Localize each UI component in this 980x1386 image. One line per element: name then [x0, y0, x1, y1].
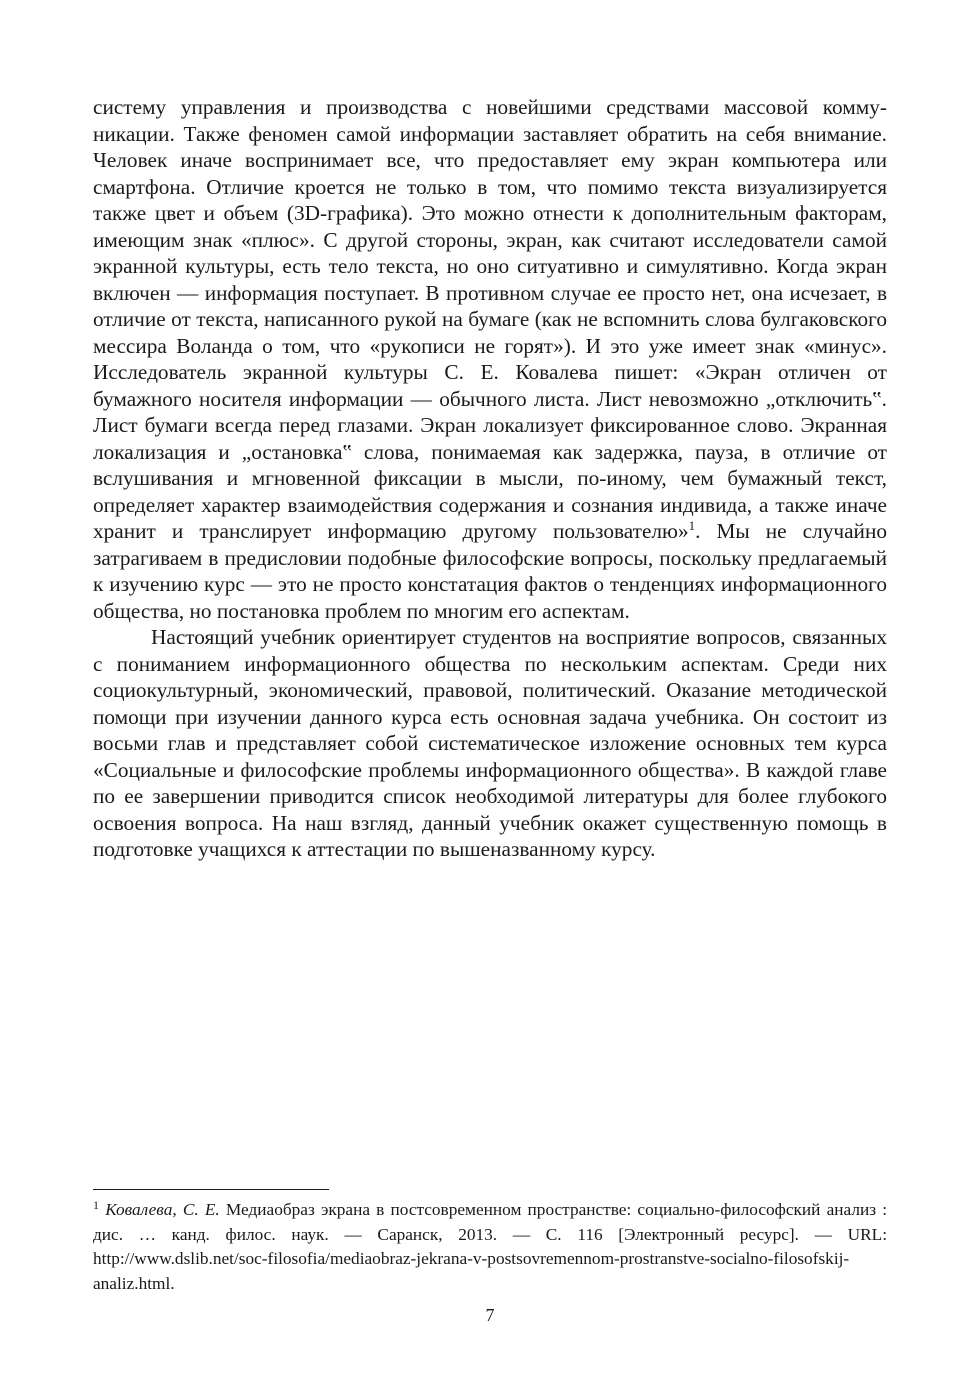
footnote-author: Ковалева, С. Е.	[105, 1200, 220, 1219]
body-text	[93, 94, 887, 863]
footnote-separator	[93, 1189, 329, 1190]
footnote-text: Медиаобраз экрана в постсовременном пространстве: социально-философский анализ : дис. … канд. филос. наук. — Саранск, 2013. — С. 116 [Электронный ресурс]. — URL: http://www.dslib.net/soc-filosofia/mediaobraz-jekrana-v-postsovremennom-prostranstve-socialno-filosofskij-analiz.html.	[93, 1200, 888, 1293]
footnote	[93, 1198, 887, 1296]
paragraph-1-lead: систему управления и производства с новейшими средствами массовой коммуникации. Также феномен самой информации заставляет обратить на себя внимание. Человек иначе воспринимает все, что предоставляет ему экран компьютера или смартфона. Отличие кроется не только в том, что помимо текста визуализируется также цвет и объем (3D-графика). Это можно отнести к дополнительным факторам, имеющим знак «плюс». С другой стороны, экран, как считают исследователи самой экранной культуры, есть тело текста, но оно ситуативно и симулятивно. Когда экран включен — информация поступает. В противном случае ее просто нет, она исчезает, в отличие от текста, написанного рукой на бумаге (как не вспомнить слова булгаковского мессира Воланда о том, что «рукописи не горят»). И это уже имеет знак «минус». Исследователь экранной культуры С. Е. Ковалева пишет: «Экран отличен от бумажного носителя информации — обычного листа. Лист невозможно „отключить‟. Лист бумаги всегда перед глазами. Экран локализует фиксированное слово. Экранная локализация и „остановка‟ слова, понимаемая как задержка, пауза, в отличие от вслушивания и мгновенной фиксации в мысли, по-иному, чем бумажный текст, определяет характер взаимодействия содержания и сознания индивида, а также иначе хранит и транслирует информацию другому пользователю»	[93, 95, 887, 543]
paragraph-1	[93, 94, 887, 624]
page-number: 7	[485, 1305, 495, 1325]
footnote-reference[interactable]: 1	[688, 518, 696, 533]
paragraph-2: Настоящий учебник ориентирует студентов на восприятие вопросов, связанных с пониманием информационного общества по нескольким аспектам. Среди них социокультурный, экономический, правовой, политический. Оказание методической помощи при изучении данного курса есть основная задача учебника. Он состоит из восьми глав и представляет собой систематическое изложение основных тем курса «Социальные и философские проблемы информационного общества». В каждой главе по ее завершении приводится список необходимой литературы для более глубокого освоения вопроса. На наш взгляд, данный учебник окажет существенную помощь в подготовке учащихся к аттестации по вышеназванному курсу.	[93, 625, 887, 861]
footnote-number: 1	[93, 1198, 99, 1212]
paragraph-1-tail: . Мы не случайно затрагиваем в предисловии подобные философские вопросы, поскольку предлагаемый к изучению курс — это не просто констатация фактов о тенденциях информационного общества, но постановка проблем по многим его аспектам.	[93, 519, 887, 623]
